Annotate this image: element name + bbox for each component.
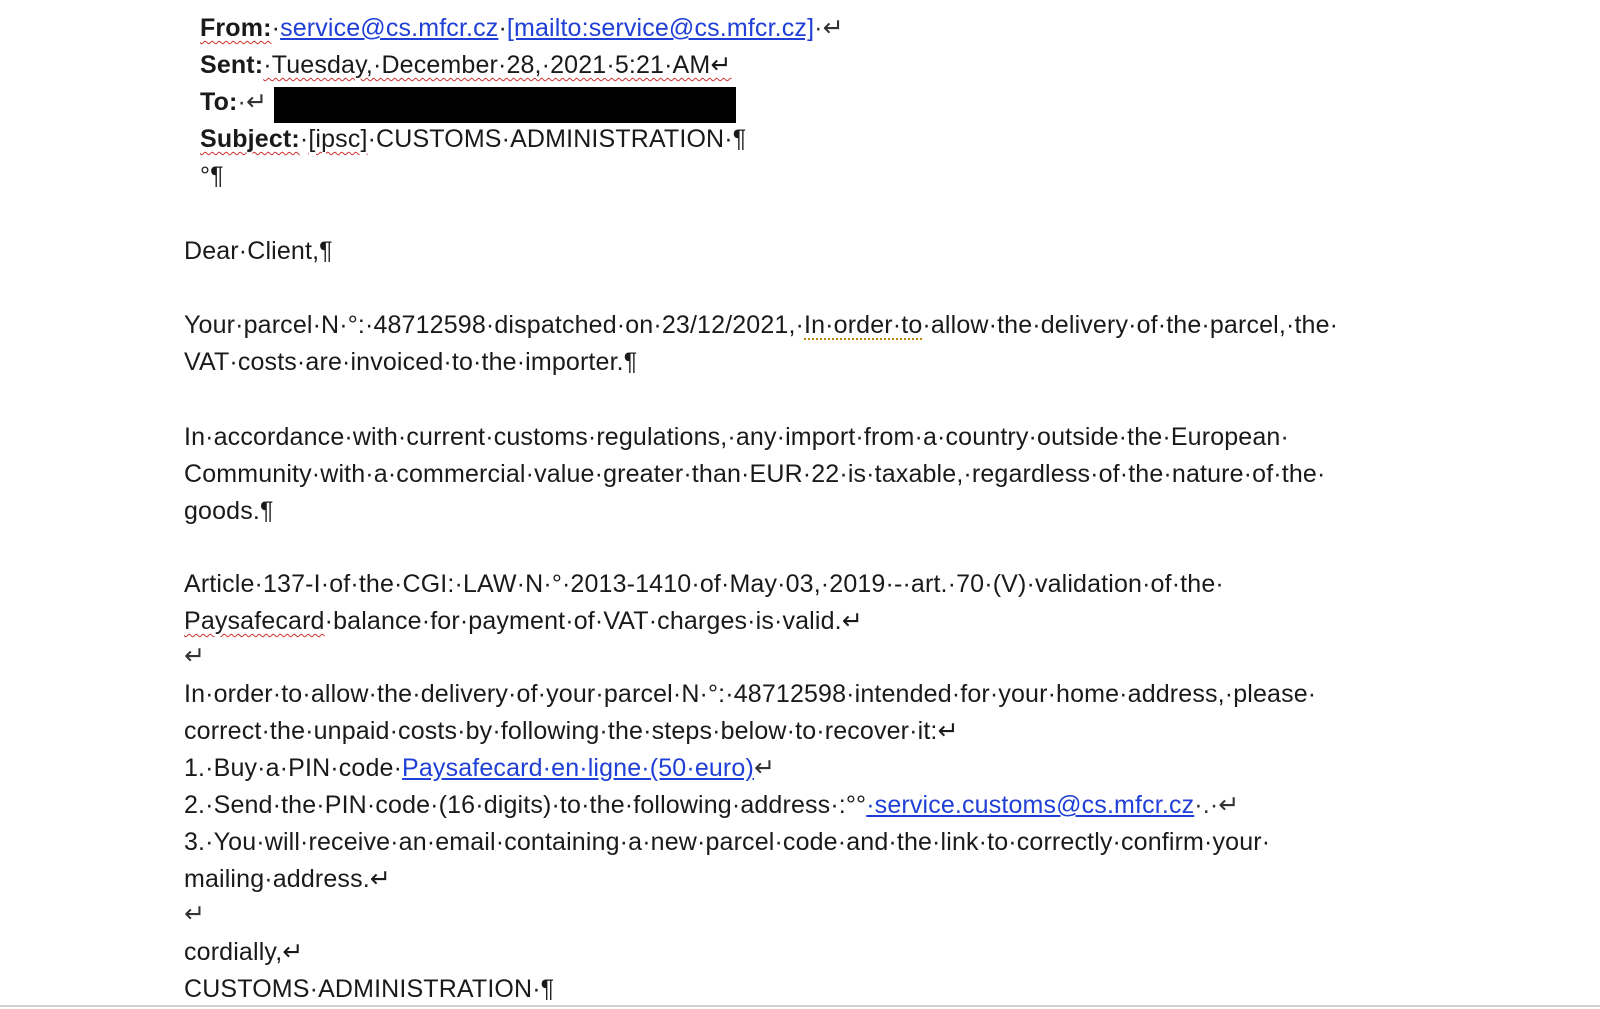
paragraph-2-line-3: goods.¶: [184, 497, 274, 525]
closing: cordially,↵: [184, 938, 304, 966]
subject-tag: [ipsc]: [308, 125, 368, 153]
step-3-line-2: mailing·address.↵: [184, 865, 391, 893]
signature: CUSTOMS·ADMINISTRATION·¶: [184, 975, 555, 1003]
paragraph-4-line-2: correct·the·unpaid·costs·by·following·the·steps·below·to·recover·it:↵: [184, 717, 959, 745]
paragraph-2-line-1: In·accordance·with·current·customs·regulations,·any·import·from·a·country·outside·the·European·: [184, 423, 1289, 451]
step-2-break-mark: ·.·↵: [1194, 791, 1240, 819]
subject-value: ·CUSTOMS·ADMINISTRATION·¶: [367, 125, 747, 153]
line-break-mark-1: ↵: [184, 642, 206, 670]
from-mailto-link[interactable]: [mailto:service@cs.mfcr.cz]: [506, 14, 815, 42]
paragraph-3-line-1: Article·137-I·of·the·CGI:·LAW·N·°·2013-1410·of·May·03,·2019·-·art.·70·(V)·validation·of·the·: [184, 570, 1224, 598]
step-3-line-1: 3.·You·will·receive·an·email·containing·a·new·parcel·code·and·the·link·to·correctly·confirm·your·: [184, 828, 1271, 856]
redaction-bar: [274, 87, 736, 123]
to-line-break-mark: ·↵: [237, 88, 268, 116]
paragraph-3-line-2: [184, 603, 863, 639]
empty-paragraph-mark: °¶: [200, 162, 224, 190]
page-bottom-border: [0, 1005, 1600, 1007]
from-label: From:: [200, 14, 272, 42]
subject-separator: ·: [299, 125, 309, 153]
subject-line: [200, 121, 746, 157]
paragraph-2-line-2: Community·with·a·commercial·value·greater·than·EUR·22·is·taxable,·regardless·of·the·nature·of·the·: [184, 460, 1326, 488]
subject-label: Subject:: [200, 125, 300, 153]
from-separator: ·: [271, 14, 281, 42]
step-1: [184, 750, 775, 786]
greeting: Dear·Client,¶: [184, 237, 333, 265]
from-line-break-mark: ·↵: [814, 14, 844, 42]
step-2: [184, 787, 1239, 823]
step-2-text: 2.·Send·the·PIN·code·(16·digits)·to·the·following·address·:°°: [184, 791, 867, 819]
to-label: To:: [200, 88, 238, 116]
sent-line: [200, 47, 731, 83]
from-line: [200, 10, 844, 46]
line-break-mark-2: ↵: [184, 900, 206, 928]
sent-label: Sent:: [200, 51, 264, 79]
p3-text-b: ·balance·for·payment·of·VAT·charges·is·valid.↵: [324, 607, 863, 635]
step-1-text: 1.·Buy·a·PIN·code·: [184, 754, 403, 782]
paragraph-1-line-2: VAT·costs·are·invoiced·to·the·importer.¶: [184, 348, 638, 376]
p3-spelling-flag: Paysafecard: [184, 607, 325, 635]
from-email-link[interactable]: service@cs.mfcr.cz: [280, 14, 499, 42]
paysafecard-link[interactable]: Paysafecard·en·ligne·(50·euro): [402, 754, 754, 782]
sent-value: ·Tuesday,·December·28,·2021·5:21·AM↵: [263, 51, 732, 79]
step-1-break-mark: ↵: [753, 754, 776, 782]
to-line: [200, 84, 267, 120]
paragraph-1-line-1: [184, 307, 1338, 343]
p1-grammar-flag: In·order·to: [804, 311, 923, 339]
from-separator-2: ·: [498, 14, 507, 42]
p1-text-c: ·allow·the·delivery·of·the·parcel,·the·: [922, 311, 1339, 339]
customs-email-link[interactable]: ·service.customs@cs.mfcr.cz: [866, 791, 1195, 819]
p1-text-a: Your·parcel·N·°:·48712598·dispatched·on·23/12/2021,·: [184, 311, 805, 339]
paragraph-4-line-1: In·order·to·allow·the·delivery·of·your·parcel·N·°:·48712598·intended·for·your·home·address,·please·: [184, 680, 1317, 708]
